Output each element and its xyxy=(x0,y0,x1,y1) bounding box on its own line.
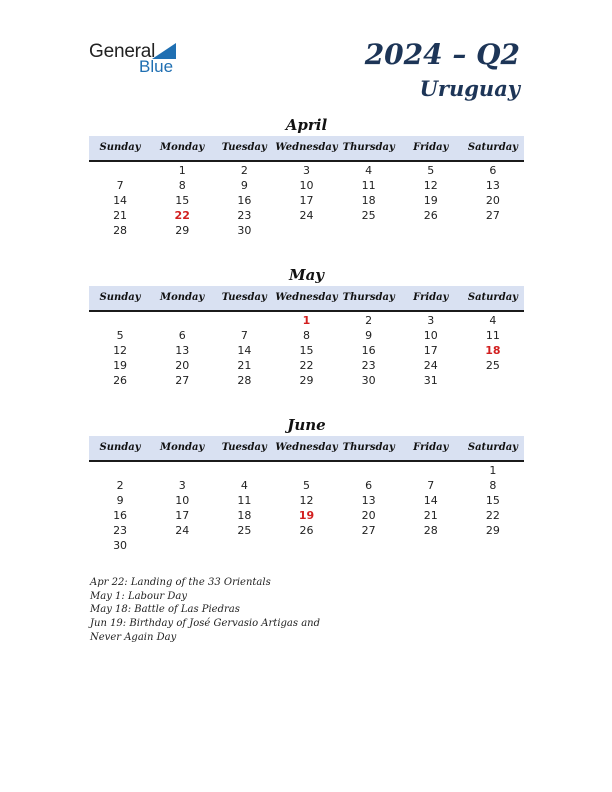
day-cell xyxy=(400,538,462,553)
day-cell: 7 xyxy=(427,479,435,492)
day-cell: 27 xyxy=(175,374,190,387)
day-cell: 16 xyxy=(113,509,128,522)
day-cell: 8 xyxy=(302,329,310,342)
holiday-day-cell: 22 xyxy=(174,209,190,222)
day-cell: 4 xyxy=(240,479,248,492)
day-cell: 15 xyxy=(299,344,314,357)
week-grid xyxy=(89,312,524,388)
day-cell: 9 xyxy=(365,329,373,342)
day-cell: 11 xyxy=(237,494,252,507)
day-cell: 6 xyxy=(178,329,186,342)
day-cell: 19 xyxy=(113,359,128,372)
week-grid xyxy=(89,462,524,553)
month-title: May xyxy=(288,266,325,284)
day-cell: 20 xyxy=(361,509,376,522)
day-cell: 3 xyxy=(178,479,186,492)
day-cell: 29 xyxy=(485,524,500,537)
day-cell: 17 xyxy=(299,194,314,207)
weekday-header xyxy=(89,286,524,312)
day-cell: 15 xyxy=(485,494,500,507)
day-cell: 27 xyxy=(361,524,376,537)
day-cell xyxy=(151,463,213,478)
day-cell: 26 xyxy=(113,374,128,387)
day-cell: 25 xyxy=(485,359,500,372)
week-row xyxy=(89,343,524,358)
day-cell: 29 xyxy=(299,374,314,387)
weekday-label: Sunday xyxy=(99,442,141,453)
logo-blue-text: Blue xyxy=(139,57,174,76)
day-cell: 25 xyxy=(237,524,252,537)
day-cell: 26 xyxy=(299,524,314,537)
day-cell xyxy=(400,463,462,478)
weekday-label: Saturday xyxy=(467,142,518,153)
day-cell: 2 xyxy=(240,164,248,177)
week-row xyxy=(89,478,524,493)
weekday-label: Sunday xyxy=(99,142,141,153)
weekday-label: Tuesday xyxy=(221,442,267,453)
day-cell: 13 xyxy=(485,179,500,192)
day-cell: 24 xyxy=(175,524,190,537)
month-title: April xyxy=(285,116,328,134)
weekday-label: Saturday xyxy=(467,442,518,453)
holiday-note: Apr 22: Landing of the 33 Orientals xyxy=(90,577,271,588)
holiday-note: May 1: Labour Day xyxy=(90,590,187,602)
day-cell: 26 xyxy=(423,209,438,222)
day-cell: 22 xyxy=(299,359,314,372)
day-cell: 24 xyxy=(423,359,438,372)
day-cell: 9 xyxy=(240,179,248,192)
weekday-label: Monday xyxy=(160,142,205,153)
weekday-label: Monday xyxy=(160,292,205,303)
month-title: June xyxy=(287,416,326,434)
week-row xyxy=(89,208,524,223)
week-row xyxy=(89,523,524,538)
week-row xyxy=(89,538,524,553)
week-row xyxy=(89,328,524,343)
day-cell: 4 xyxy=(489,314,497,327)
holiday-note: May 18: Battle of Las Piedras xyxy=(90,604,240,616)
day-cell xyxy=(213,463,275,478)
day-cell xyxy=(275,538,337,553)
weekday-header xyxy=(89,136,524,162)
day-cell: 2 xyxy=(365,314,373,327)
week-grid xyxy=(89,162,524,238)
day-cell: 19 xyxy=(423,194,438,207)
day-cell: 30 xyxy=(237,224,252,237)
day-cell xyxy=(89,163,151,178)
day-cell: 21 xyxy=(237,359,252,372)
day-cell: 20 xyxy=(175,359,190,372)
month-may xyxy=(89,266,524,388)
holiday-notes xyxy=(90,576,350,645)
day-cell: 1 xyxy=(489,464,497,477)
day-cell: 10 xyxy=(423,329,438,342)
weekday-label: Sunday xyxy=(99,292,141,303)
day-cell: 17 xyxy=(175,509,190,522)
weekday-label: Friday xyxy=(413,292,449,303)
day-cell: 14 xyxy=(113,194,128,207)
day-cell: 25 xyxy=(361,209,376,222)
country-name: Uruguay xyxy=(419,76,520,101)
month-april xyxy=(89,116,524,238)
weekday-label: Wednesday xyxy=(275,442,338,453)
day-cell: 10 xyxy=(299,179,314,192)
day-cell xyxy=(275,223,337,238)
day-cell: 28 xyxy=(423,524,438,537)
day-cell xyxy=(151,538,213,553)
day-cell: 12 xyxy=(299,494,314,507)
day-cell: 23 xyxy=(361,359,376,372)
day-cell: 29 xyxy=(175,224,190,237)
day-cell: 20 xyxy=(485,194,500,207)
holiday-note: Jun 19: Birthday of José Gervasio Artigas and Never Again Day xyxy=(90,618,320,643)
week-row xyxy=(89,373,524,388)
day-cell: 23 xyxy=(237,209,252,222)
weekday-header xyxy=(89,436,524,462)
day-cell xyxy=(213,538,275,553)
holiday-day-cell: 18 xyxy=(485,344,501,357)
day-cell: 28 xyxy=(113,224,128,237)
day-cell: 7 xyxy=(240,329,248,342)
day-cell xyxy=(275,463,337,478)
day-cell xyxy=(462,538,524,553)
day-cell: 9 xyxy=(116,494,124,507)
week-row xyxy=(89,493,524,508)
weekday-label: Wednesday xyxy=(275,142,338,153)
day-cell: 21 xyxy=(423,509,438,522)
day-cell: 5 xyxy=(116,329,124,342)
week-row xyxy=(89,193,524,208)
day-cell: 23 xyxy=(113,524,128,537)
day-cell: 11 xyxy=(485,329,500,342)
day-cell: 24 xyxy=(299,209,314,222)
day-cell: 27 xyxy=(485,209,500,222)
day-cell: 16 xyxy=(361,344,376,357)
day-cell: 5 xyxy=(427,164,435,177)
day-cell: 8 xyxy=(178,179,186,192)
day-cell: 3 xyxy=(427,314,435,327)
weekday-label: Thursday xyxy=(342,292,395,303)
day-cell xyxy=(89,463,151,478)
day-cell: 8 xyxy=(489,479,497,492)
day-cell: 13 xyxy=(361,494,376,507)
logo xyxy=(89,40,189,80)
holiday-day-cell: 1 xyxy=(302,314,311,327)
day-cell: 14 xyxy=(237,344,252,357)
day-cell: 15 xyxy=(175,194,190,207)
day-cell: 11 xyxy=(361,179,376,192)
day-cell: 12 xyxy=(113,344,128,357)
day-cell xyxy=(462,373,524,388)
day-cell: 7 xyxy=(116,179,124,192)
week-row xyxy=(89,313,524,328)
logo-general-text: General xyxy=(89,41,156,62)
weekday-label: Tuesday xyxy=(221,292,267,303)
page-title: 2024 – Q2 xyxy=(364,38,520,71)
day-cell: 2 xyxy=(116,479,124,492)
day-cell xyxy=(151,313,213,328)
weekday-label: Monday xyxy=(160,442,205,453)
day-cell: 10 xyxy=(175,494,190,507)
weekday-label: Wednesday xyxy=(275,292,338,303)
day-cell: 18 xyxy=(361,194,376,207)
day-cell: 6 xyxy=(365,479,373,492)
week-row xyxy=(89,463,524,478)
week-row xyxy=(89,358,524,373)
day-cell: 16 xyxy=(237,194,252,207)
day-cell: 18 xyxy=(237,509,252,522)
day-cell: 1 xyxy=(178,164,186,177)
day-cell xyxy=(338,223,400,238)
weekday-label: Saturday xyxy=(467,292,518,303)
day-cell xyxy=(400,223,462,238)
weekday-label: Tuesday xyxy=(221,142,267,153)
day-cell: 30 xyxy=(361,374,376,387)
day-cell: 17 xyxy=(423,344,438,357)
day-cell: 31 xyxy=(423,374,438,387)
week-row xyxy=(89,223,524,238)
day-cell: 4 xyxy=(365,164,373,177)
day-cell: 30 xyxy=(113,539,128,552)
week-row xyxy=(89,508,524,523)
weekday-label: Friday xyxy=(413,142,449,153)
weekday-label: Thursday xyxy=(342,442,395,453)
holiday-day-cell: 19 xyxy=(298,509,315,522)
day-cell: 6 xyxy=(489,164,497,177)
day-cell: 28 xyxy=(237,374,252,387)
day-cell xyxy=(89,313,151,328)
day-cell xyxy=(338,463,400,478)
week-row xyxy=(89,163,524,178)
day-cell: 14 xyxy=(423,494,438,507)
day-cell: 12 xyxy=(423,179,438,192)
weekday-label: Thursday xyxy=(342,142,395,153)
week-row xyxy=(89,178,524,193)
day-cell xyxy=(213,313,275,328)
day-cell: 22 xyxy=(485,509,500,522)
day-cell: 5 xyxy=(302,479,310,492)
day-cell: 21 xyxy=(113,209,128,222)
weekday-label: Friday xyxy=(413,442,449,453)
day-cell: 13 xyxy=(175,344,190,357)
month-june xyxy=(89,416,524,553)
day-cell xyxy=(462,223,524,238)
day-cell xyxy=(338,538,400,553)
day-cell: 3 xyxy=(302,164,310,177)
